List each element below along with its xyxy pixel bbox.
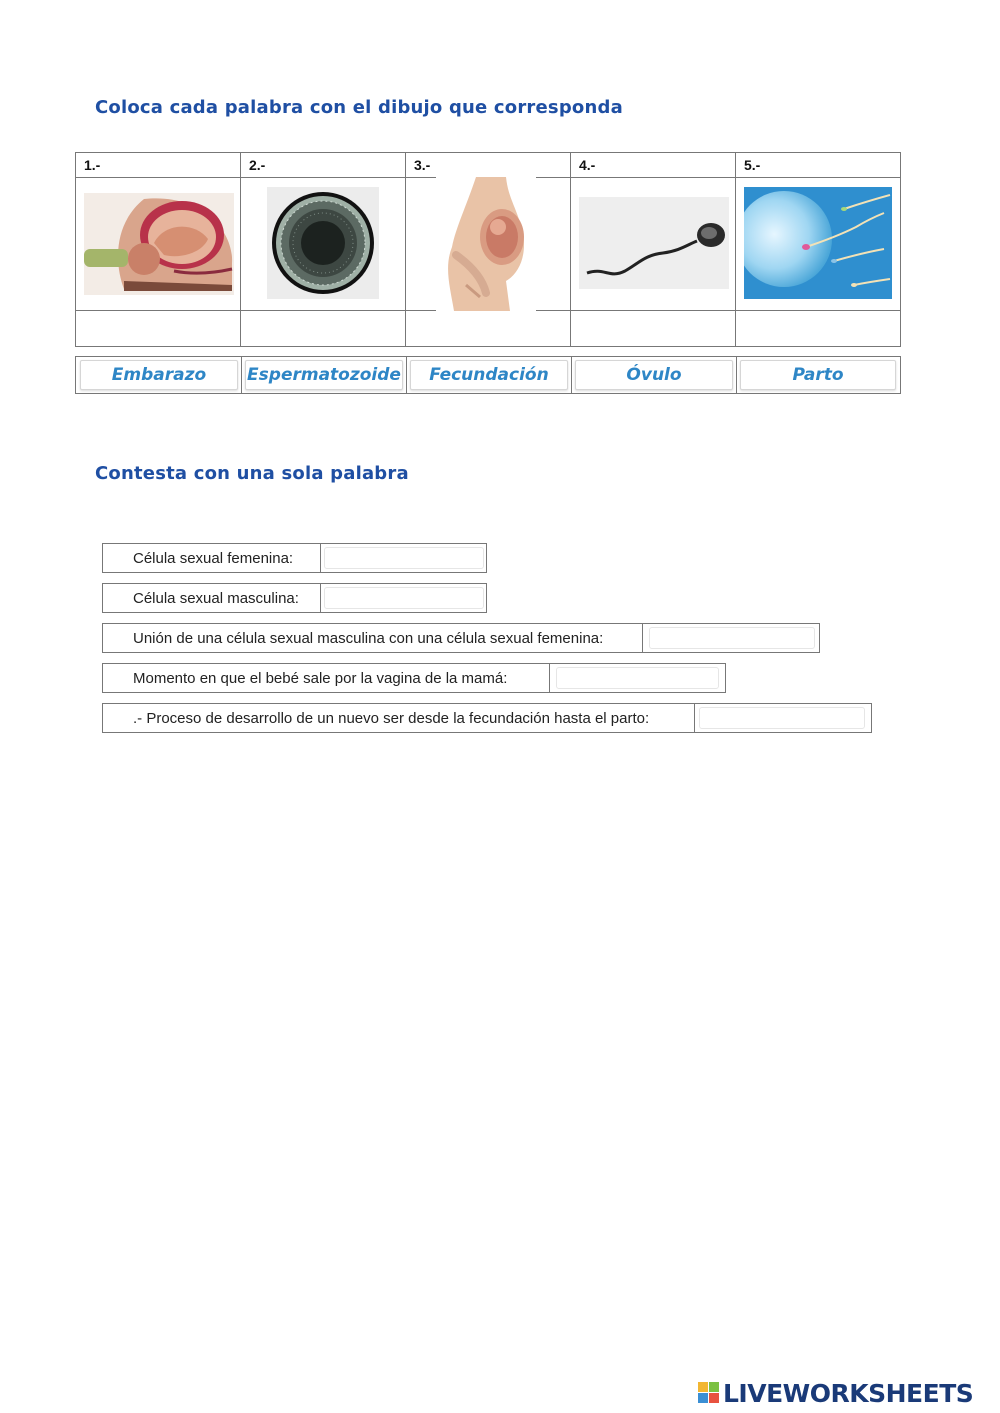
question-divider bbox=[549, 664, 550, 692]
answer-input[interactable] bbox=[324, 587, 484, 609]
column-number: 4.- bbox=[579, 157, 596, 173]
word-bank-divider bbox=[571, 357, 572, 393]
logo-text: LIVEWORKSHEETS bbox=[723, 1378, 974, 1408]
question-row bbox=[102, 583, 487, 613]
drop-zone-5[interactable] bbox=[736, 311, 902, 346]
sperm-cell-image bbox=[579, 197, 729, 289]
question-label: Célula sexual masculina: bbox=[133, 590, 299, 607]
question-label: Célula sexual femenina: bbox=[133, 550, 294, 567]
logo-squares-icon bbox=[698, 1382, 720, 1404]
ovum-microscope-image bbox=[267, 187, 379, 299]
drop-zone-3[interactable] bbox=[406, 311, 570, 346]
word-bank bbox=[75, 356, 901, 394]
question-label: Momento en que el bebé sale por la vagina de la mamá: bbox=[133, 670, 508, 687]
word-espermatozoide[interactable]: Espermatozoide bbox=[245, 360, 403, 390]
column-1 bbox=[76, 153, 241, 346]
word-embarazo[interactable]: Embarazo bbox=[80, 360, 238, 390]
question-row bbox=[102, 663, 726, 693]
word-bank-divider bbox=[406, 357, 407, 393]
column-5 bbox=[736, 153, 902, 346]
drop-zone-1[interactable] bbox=[76, 311, 240, 346]
column-number: 5.- bbox=[744, 157, 761, 173]
question-row bbox=[102, 543, 487, 573]
fertilization-scene-image bbox=[744, 187, 892, 299]
word-bank-divider bbox=[736, 357, 737, 393]
pregnant-woman-image bbox=[436, 177, 536, 311]
word-parto[interactable]: Parto bbox=[740, 360, 896, 390]
matching-table bbox=[75, 152, 901, 347]
column-2 bbox=[241, 153, 406, 346]
column-number: 3.- bbox=[414, 157, 431, 173]
answer-input[interactable] bbox=[699, 707, 865, 729]
question-divider bbox=[320, 584, 321, 612]
birth-illustration-image bbox=[84, 193, 234, 295]
question-row bbox=[102, 703, 872, 733]
answer-input[interactable] bbox=[324, 547, 484, 569]
questions-title: Contesta con una sola palabra bbox=[95, 463, 409, 484]
question-row bbox=[102, 623, 820, 653]
question-divider bbox=[642, 624, 643, 652]
question-divider bbox=[694, 704, 695, 732]
column-4 bbox=[571, 153, 736, 346]
matching-title: Coloca cada palabra con el dibujo que corresponda bbox=[95, 97, 623, 118]
column-3 bbox=[406, 153, 571, 346]
answer-input[interactable] bbox=[649, 627, 815, 649]
drop-zone-4[interactable] bbox=[571, 311, 735, 346]
question-divider bbox=[320, 544, 321, 572]
drop-zone-2[interactable] bbox=[241, 311, 405, 346]
column-number: 2.- bbox=[249, 157, 266, 173]
question-label: Unión de una célula sexual masculina con una célula sexual femenina: bbox=[133, 630, 604, 647]
liveworksheets-logo bbox=[698, 1379, 973, 1407]
word-fecundacion[interactable]: Fecundación bbox=[410, 360, 568, 390]
word-ovulo[interactable]: Óvulo bbox=[575, 360, 733, 390]
column-number: 1.- bbox=[84, 157, 101, 173]
answer-input[interactable] bbox=[556, 667, 719, 689]
question-label: .- Proceso de desarrollo de un nuevo ser desde la fecundación hasta el parto: bbox=[133, 710, 650, 727]
word-bank-divider bbox=[241, 357, 242, 393]
